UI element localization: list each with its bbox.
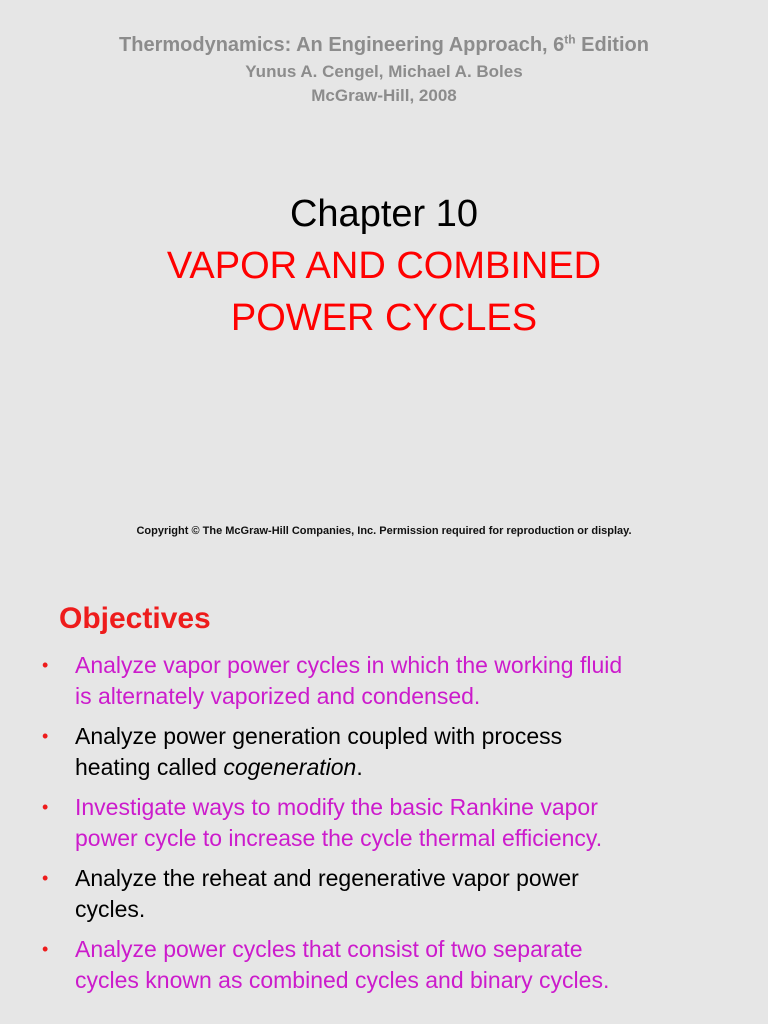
- objective-item: • Analyze power generation coupled with process heating called cogeneration.: [42, 723, 563, 780]
- copyright-notice: Copyright © The McGraw-Hill Companies, Inc. Permission required for reproduction or display.: [136, 525, 632, 537]
- publisher: McGraw-Hill, 2008: [311, 86, 457, 105]
- objective-item: • Analyze the reheat and regenerative vapor power cycles.: [42, 865, 579, 922]
- objective-item: • Analyze vapor power cycles in which the working fluid is alternately vaporized and condensed.: [42, 652, 623, 709]
- chapter-heading: Chapter 10: [289, 193, 478, 235]
- bullet-icon: •: [42, 726, 49, 746]
- bullet-icon: •: [42, 868, 49, 888]
- objectives-title: Objectives: [59, 602, 211, 635]
- chapter-title-line1: VAPOR AND COMBINED: [166, 245, 602, 287]
- objectives-list: [42, 650, 742, 1005]
- chapter-title-line2: POWER CYCLES: [230, 297, 538, 339]
- bullet-icon: •: [42, 939, 49, 959]
- bullet-icon: •: [42, 797, 49, 817]
- bullet-icon: •: [42, 655, 49, 675]
- objective-item: • Investigate ways to modify the basic Rankine vapor power cycle to increase the cycle thermal efficiency.: [42, 794, 603, 851]
- objective-item: • Analyze power cycles that consist of two separate cycles known as combined cycles and binary cycles.: [42, 936, 610, 993]
- objectives-slide: [0, 582, 768, 1024]
- book-title: Thermodynamics: An Engineering Approach, 6th Edition: [119, 32, 649, 56]
- authors: Yunus A. Cengel, Michael A. Boles: [245, 62, 523, 81]
